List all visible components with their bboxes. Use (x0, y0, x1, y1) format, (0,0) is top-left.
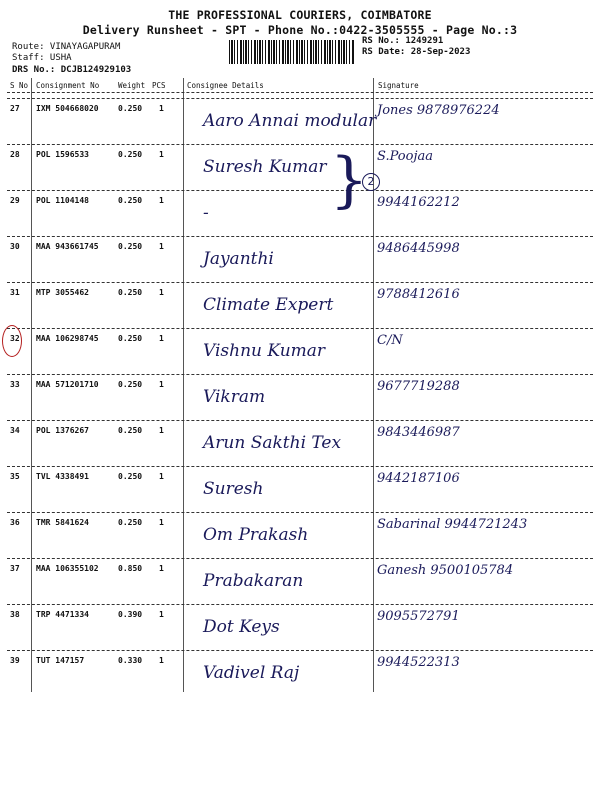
table-row (7, 466, 593, 513)
row-pcs: 1 (159, 288, 164, 297)
row-signature: 9486445998 (377, 241, 460, 256)
drs-number: DRS No.: DCJB124929103 (12, 65, 132, 75)
header-weight: Weight (118, 81, 146, 90)
staff-label: Staff: USHA (12, 53, 72, 63)
row-pcs: 1 (159, 150, 164, 159)
row-sno: 31 (10, 288, 20, 297)
row-consignee: - (203, 203, 209, 223)
row-consignee: Jayanthi (203, 249, 274, 269)
row-signature: 9095572791 (377, 609, 460, 624)
row-consignment: TUT 147157 (36, 656, 85, 665)
table-row (7, 558, 593, 605)
row-signature: 9677719288 (377, 379, 460, 394)
table-row (7, 650, 593, 697)
row-pcs: 1 (159, 564, 164, 573)
row-weight: 0.250 (118, 472, 143, 481)
table-row (7, 282, 593, 329)
row-pcs: 1 (159, 610, 164, 619)
row-consignment: POL 1376267 (36, 426, 89, 435)
row-pcs: 1 (159, 426, 164, 435)
row-sno: 27 (10, 104, 20, 113)
row-pcs: 1 (159, 104, 164, 113)
row-consignee: Vikram (203, 387, 266, 407)
header-pcs: PCS (152, 81, 166, 90)
row-sno: 28 (10, 150, 20, 159)
row-consignee: Suresh Kumar (203, 157, 327, 177)
row-sno: 39 (10, 656, 20, 665)
barcode-image (229, 40, 355, 64)
header-divider (7, 92, 593, 93)
row-sno: 37 (10, 564, 20, 573)
row-weight: 0.850 (118, 564, 143, 573)
row-consignment: TVL 4338491 (36, 472, 89, 481)
runsheet-table (7, 78, 593, 692)
table-row (7, 374, 593, 421)
row-consignee: Prabakaran (203, 571, 304, 591)
company-title: THE PROFESSIONAL COURIERS, COIMBATORE (168, 8, 432, 22)
route-label: Route: VINAYAGAPURAM (12, 42, 121, 52)
row-signature: C/N (377, 333, 403, 348)
row-signature: 9442187106 (377, 471, 460, 486)
row-consignee: Vadivel Raj (203, 663, 300, 683)
row-consignment: IXM 504668020 (36, 104, 99, 113)
row-consignment: MAA 106355102 (36, 564, 99, 573)
row-weight: 0.250 (118, 518, 143, 527)
table-row (7, 604, 593, 651)
row-pcs: 1 (159, 196, 164, 205)
row-signature: S.Poojaa (377, 149, 433, 164)
table-row (7, 420, 593, 467)
header-consignment: Consignment No (36, 81, 100, 90)
row-consignment: TMR 5841624 (36, 518, 89, 527)
row-sno: 38 (10, 610, 20, 619)
row-consignee: Aaro Annai modular (203, 111, 377, 131)
row-consignment: MTP 3055462 (36, 288, 89, 297)
row-signature: Sabarinal 9944721243 (377, 517, 528, 532)
row-consignment: MAA 106298745 (36, 334, 99, 343)
row-weight: 0.250 (118, 288, 143, 297)
table-row (7, 98, 593, 145)
row-consignee: Climate Expert (203, 295, 334, 315)
row-sno: 29 (10, 196, 20, 205)
table-row (7, 512, 593, 559)
row-consignee: Dot Keys (203, 617, 280, 637)
row-sno: 32 (10, 334, 20, 343)
row-consignment: MAA 943661745 (36, 242, 99, 251)
row-pcs: 1 (159, 656, 164, 665)
row-consignee: Suresh (203, 479, 264, 499)
row-weight: 0.250 (118, 242, 143, 251)
row-sno: 34 (10, 426, 20, 435)
row-consignee: Vishnu Kumar (203, 341, 326, 361)
row-weight: 0.250 (118, 426, 143, 435)
row-pcs: 1 (159, 334, 164, 343)
row-weight: 0.390 (118, 610, 143, 619)
header-sno: S No (10, 81, 29, 90)
row-signature: 9944162212 (377, 195, 460, 210)
grouping-brace: } (330, 145, 369, 215)
row-consignee: Om Prakash (203, 525, 309, 545)
row-sno: 35 (10, 472, 20, 481)
row-weight: 0.250 (118, 334, 143, 343)
row-weight: 0.250 (118, 196, 143, 205)
row-consignment: POL 1104148 (36, 196, 89, 205)
row-consignee: Arun Sakthi Tex (203, 433, 342, 453)
table-row (7, 328, 593, 375)
row-weight: 0.330 (118, 656, 143, 665)
row-weight: 0.250 (118, 104, 143, 113)
row-consignment: POL 1596533 (36, 150, 89, 159)
red-circle-mark (2, 325, 22, 357)
circled-two-mark: 2 (362, 173, 380, 191)
row-sno: 30 (10, 242, 20, 251)
rs-date: RS Date: 28-Sep-2023 (362, 47, 471, 57)
row-weight: 0.250 (118, 150, 143, 159)
row-signature: 9944522313 (377, 655, 460, 670)
row-pcs: 1 (159, 242, 164, 251)
row-signature: Ganesh 9500105784 (377, 563, 514, 578)
row-sno: 33 (10, 380, 20, 389)
row-signature: 9788412616 (377, 287, 460, 302)
header-consignee: Consignee Details (187, 81, 264, 90)
row-signature: Jones 9878976224 (377, 103, 500, 118)
row-consignment: MAA 571201710 (36, 380, 99, 389)
table-row (7, 190, 593, 237)
runsheet-subtitle: Delivery Runsheet - SPT - Phone No.:0422-3505555 - Page No.:3 (82, 23, 518, 37)
row-pcs: 1 (159, 472, 164, 481)
row-pcs: 1 (159, 518, 164, 527)
row-signature: 9843446987 (377, 425, 460, 440)
row-sno: 36 (10, 518, 20, 527)
table-row (7, 144, 593, 191)
header-signature: Signature (378, 81, 419, 90)
row-weight: 0.250 (118, 380, 143, 389)
rs-number: RS No.: 1249291 (362, 36, 444, 46)
row-pcs: 1 (159, 380, 164, 389)
row-consignment: TRP 4471334 (36, 610, 89, 619)
table-row (7, 236, 593, 283)
